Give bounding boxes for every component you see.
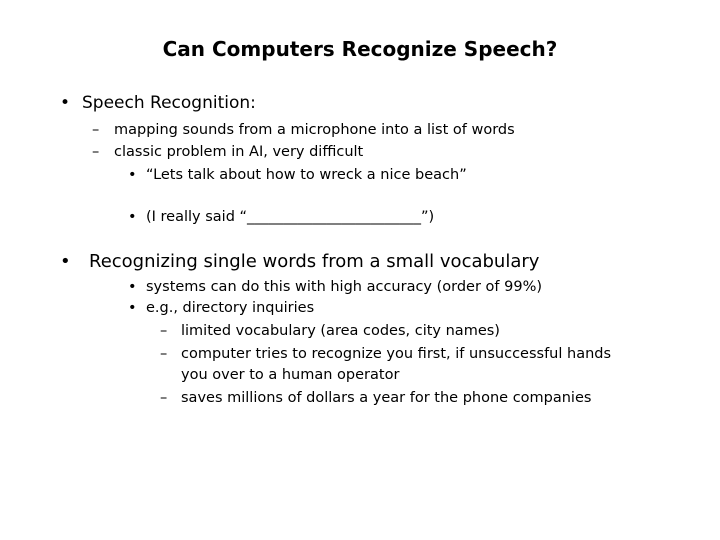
- section2-subitem-text: computer tries to recognize you first, if unsuccessful hands: [181, 346, 612, 362]
- section2-heading: Recognizing single words from a small vocabulary: [89, 251, 540, 272]
- section2-subitem-marker: –: [160, 346, 168, 362]
- section1-subitem-marker: •: [128, 209, 137, 225]
- section2-subitem-text: saves millions of dollars a year for the phone companies: [181, 390, 592, 406]
- section2-item-marker: •: [128, 300, 137, 316]
- section1-item-marker: –: [92, 122, 100, 138]
- section2-subitem-marker: –: [160, 390, 168, 406]
- section2-item-marker: •: [128, 279, 137, 295]
- section2-subitem-continuation: you over to a human operator: [181, 367, 400, 383]
- section2-bullet: •: [60, 251, 71, 272]
- section1-item-text: classic problem in AI, very difficult: [114, 144, 364, 160]
- section2-item-text: systems can do this with high accuracy (order of 99%): [146, 279, 543, 295]
- slide-title: Can Computers Recognize Speech?: [162, 37, 558, 61]
- section2-item-text: e.g., directory inquiries: [146, 300, 315, 316]
- section2-subitem-text: limited vocabulary (area codes, city names): [181, 323, 500, 339]
- section1-subitem-marker: •: [128, 167, 137, 183]
- section1-bullet: •: [60, 93, 71, 113]
- section1-item-marker: –: [92, 144, 100, 160]
- section1-item-text: mapping sounds from a microphone into a list of words: [114, 122, 515, 138]
- section1-subitem-text: “Lets talk about how to wreck a nice beach”: [146, 167, 467, 183]
- section2-subitem-marker: –: [160, 323, 168, 339]
- section1-heading: Speech Recognition:: [82, 93, 256, 113]
- section1-subitem-text: (I really said “________________________”): [146, 209, 435, 225]
